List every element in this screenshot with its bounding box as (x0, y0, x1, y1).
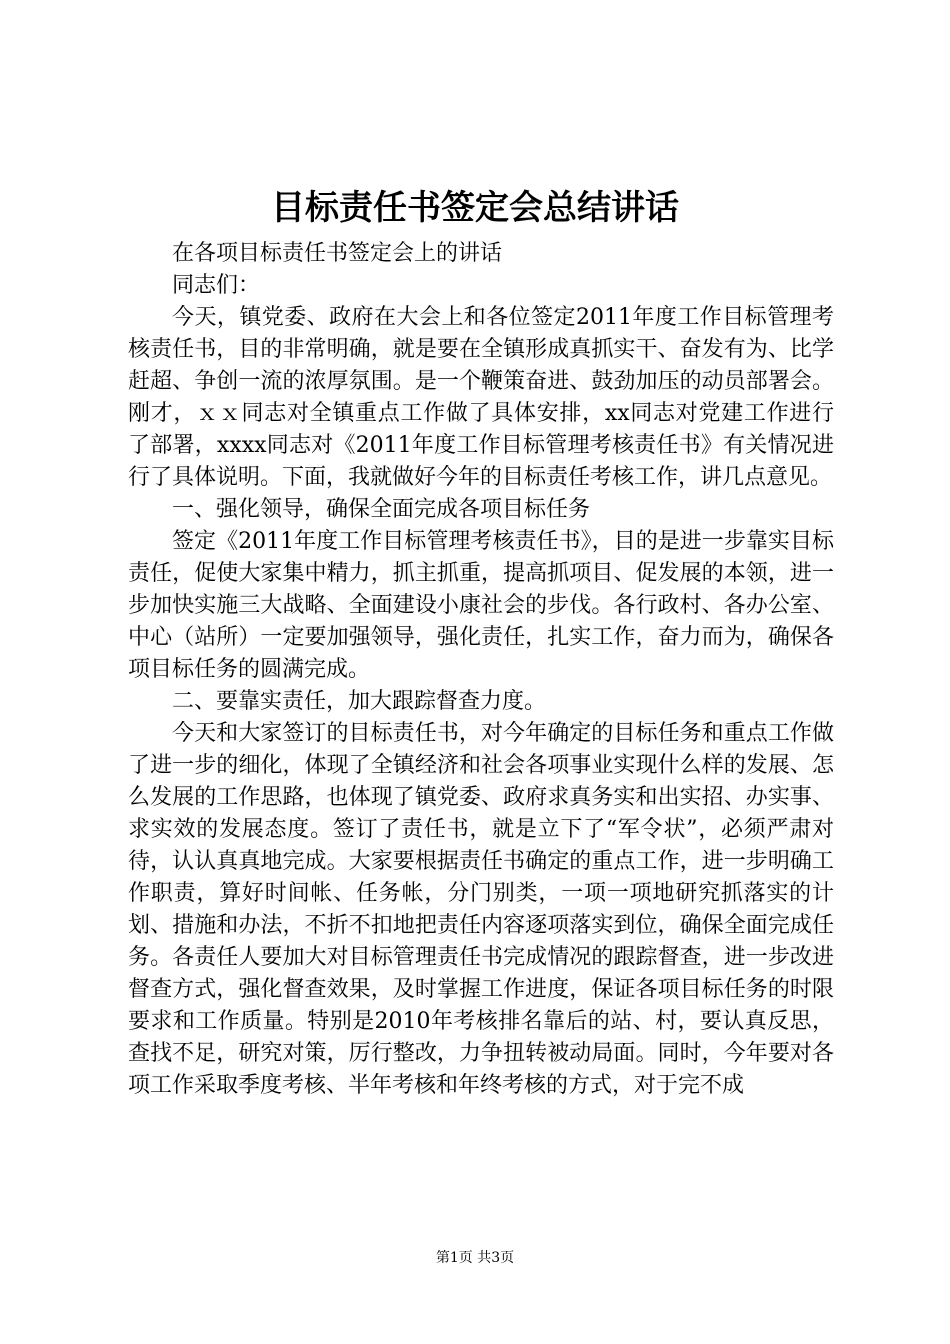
intro-paragraph: 今天，镇党委、政府在大会上和各位签定2011年度工作目标管理考核责任书，目的非常明确，就是要在全镇形成真抓实干、奋发有为、比学赶超、争创一流的浓厚氛围。是一个鞭策奋进、鼓劲加压的动员部署会。刚才，ｘｘ同志对全镇重点工作做了具体安排，xx同志对党建工作进行了部署，xxxx同志对《2011年度工作目标管理考核责任书》有关情况进行了具体说明。下面，我就做好今年的目标责任考核工作，讲几点意见。 (128, 305, 834, 490)
section-paragraph-1: 签定《2011年度工作目标管理考核责任书》，目的是进一步靠实目标责任，促使大家集中精力，抓主抓重，提高抓项目、促发展的本领，进一步加快实施三大战略、全面建设小康社会的步伐。各行政村、各办公室、中心（站所）一定要加强领导，强化责任，扎实工作，奋力而为，确保各项目标任务的圆满完成。 (128, 529, 834, 682)
salutation: 同志们： (172, 273, 261, 298)
speech-subtitle: 在各项目标责任书签定会上的讲话 (172, 241, 503, 266)
page-number-footer: 第1页 共3页 (435, 1250, 515, 1266)
section-heading-2: 二、要靠实责任，加大跟踪督查力度。 (172, 689, 547, 714)
section-paragraph-2: 今天和大家签订的目标责任书，对今年确定的目标任务和重点工作做了进一步的细化，体现了全镇经济和社会各项事业实现什么样的发展、怎么发展的工作思路，也体现了镇党委、政府求真务实和出实招、办实事、求实效的发展态度。签订了责任书，就是立下了“军令状”，必须严肃对待，认认真真地完成。大家要根据责任书确定的重点工作，进一步明确工作职责，算好时间帐、任务帐，分门别类，一项一项地研究抓落实的计划、措施和办法，不折不扣地把责任内容逐项落实到位，确保全面完成任务。各责任人要加大对目标管理责任书完成情况的跟踪督查，进一步改进督查方式，强化督查效果，及时掌握工作进度，保证各项目标任务的时限要求和工作质量。特别是2010年考核排名靠后的站、村，要认真反思，查找不足，研究对策，厉行整改，力争扭转被动局面。同时，今年要对各项工作采取季度考核、半年考核和年终考核的方式，对于完不成 (128, 721, 834, 1098)
document-title: 目标责任书签定会总结讲话 (271, 188, 679, 228)
section-heading-1: 一、强化领导，确保全面完成各项目标任务 (172, 497, 591, 522)
document-body (128, 238, 834, 1102)
